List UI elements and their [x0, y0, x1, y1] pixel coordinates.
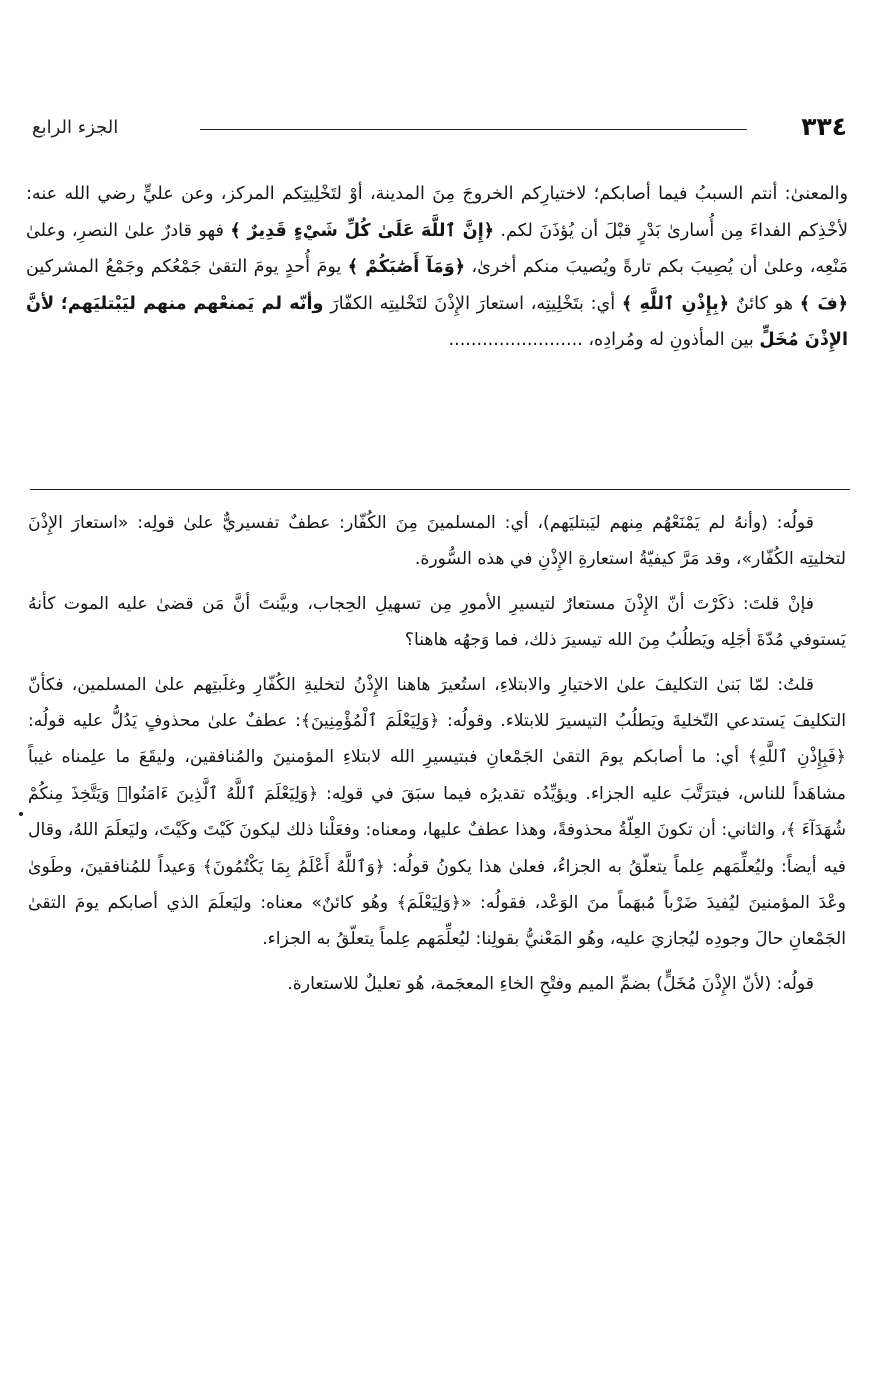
- main-text-segment: فهو قادرٌ علىٰ النصرِ، وعلىٰ مَنْعِه، وعلىٰ أن يُصِيبَ بكم تارةً: [26, 220, 849, 277]
- quran-quote: ﴿بِإِذْنِ ٱللَّهِ ﴾: [621, 293, 730, 314]
- main-text-bold-segment: منهم ليَبْتليَهم؛: [60, 293, 187, 314]
- quran-quote: عَلَىٰ كُلِّ شَيْءٍ قَدِيرٌ ﴾: [230, 220, 415, 241]
- margin-mark: [19, 812, 23, 816]
- part-title: الجزء الرابع: [32, 117, 119, 138]
- quran-quote: ﴿وَمَآ أَصَٰبَكُمْ ﴾: [347, 257, 466, 277]
- main-text: [26, 176, 848, 359]
- main-text-segment: يومَ أُحدٍ يومَ التقىٰ جَمْعُكم وجَمْعُ المشركين: [26, 257, 342, 277]
- commentary-paragraph: قولُه: (لأنّ الإِذْنَ مُخَلٍّ) بضمِّ الميم وفتْحِ الخاءِ المعجَمة، هُو تعليلٌ للاستعارة.: [287, 973, 814, 994]
- main-text-segment: أي: بتَخْلِيتِه، استعارَ الإِذْنَ لتَخْليتِه الكفّارَ: [330, 293, 616, 314]
- main-text-segment: والمعنىٰ: أنتم السببُ فيما أصابكم؛ لاختيارِكم الخروجَ مِنَ المدينة، أوْ لتَخْلِيتِكم المركز،: [220, 184, 848, 204]
- main-text-segment: ويُصيبَ منكم أخرىٰ،: [471, 257, 617, 277]
- main-text-bold-segment: لأنَّ الإِذْنَ مُخَلٍّ: [26, 293, 848, 350]
- quran-quote: ﴿فَ ﴾: [799, 293, 849, 314]
- header-rule: [200, 129, 747, 130]
- continuation-dots: ........................: [448, 330, 583, 350]
- commentary-paragraph: قولُه: (وأنهُ لم يَمْنَعْهُم مِنهم ليَبتليَهم)، أي: المسلمينَ مِنَ الكُفّار: عطفٌ تفسيريٌّ علىٰ قولِه: «استعارَ الإِذْنَ لتخليتِه الكُفّار»، وقد مَرَّ كيفيّةُ استعارةِ الإِذْنِ في هذه السُّورة.: [28, 513, 846, 570]
- page-number: ٣٣٤: [801, 112, 847, 141]
- commentary-paragraph: فإنْ قلتَ: ذكَرْتَ أنّ الإِذْنَ مستعارٌ لتيسيرِ الأمورِ مِن تسهيلِ الحِجاب، وبيَّنتَ أنَّ مَن قضىٰ عليه الموت كأنهُ يَستوفي مُدّةَ أجَلِه ويَطلُبُ مِنَ الله تيسيرَ ذلك، فما وَجهُه هاهنا؟: [28, 593, 846, 651]
- main-text-segment: وعن عليٍّ رضي الله عنه: لأخْذِكم الفداءَ مِن أُسارىٰ بَدْرٍ قبْلَ أن يُؤذَنَ لكم.: [26, 184, 848, 241]
- commentary-section: [28, 505, 846, 1010]
- quran-quote: ﴿إِنَّ ٱللَّهَ: [420, 220, 495, 241]
- main-paragraph: [26, 176, 848, 359]
- main-text-segment: هو كائنٌ: [735, 293, 793, 314]
- main-text-segment: بين المأذونِ له ومُرادِه،: [588, 330, 754, 350]
- page-header: [32, 110, 847, 150]
- commentary-paragraph: قلتُ: لمّا بَنىٰ التكليفَ علىٰ الاختيارِ والابتلاءِ، استُعيرَ هاهنا الإِذْنُ لتخليةِ الكُفّارِ وغلَبتِهم علىٰ المسلمين، فكأنّ التكليفَ يَستدعي التّخليةَ ويَطلُبُ التيسيرَ للابتلاء. وقولُه: ﴿وَلِيَعْلَمَ ٱلْمُؤْمِنِينَ﴾: عطفٌ علىٰ محذوفٍ يَدُلُّ عليه قولُه: ﴿فَبِإِذْنِ ٱللَّهِ﴾ أي: ما أصابكم يومَ التقىٰ الجَمْعانِ فبتيسيرِ الله لابتلاءِ المؤمنينَ والمُنافقين، وليقَعَ ما علِمناه غيباً مشاهَداً للناس، فيترَتَّبَ عليه الجزاء. ويؤيِّدُه تقديرُه فيما سبَقَ في قولِه: ﴿وَلِيَعْلَمَ ٱللَّهُ ٱلَّذِينَ ءَامَنُوا۟ وَيَتَّخِذَ مِنكُمْ شُهَدَآءَ ﴾، والثاني: أن تكونَ العِلّةُ محذوفةً، وهذا عطفٌ عليها، ومعناه: وفعَلْنا ذلك ليكونَ كَيْتَ وكَيْتَ، وليَعلَمَ اللهُ، وقال فيه أيضاً: وليُعلِّمَهم عِلماً يتعلّقُ به الجزاءُ، فعلىٰ هذا يكونُ قولُه: ﴿وَٱللَّهُ أَعْلَمُ بِمَا يَكْتُمُونَ﴾ وَعيداً للمُنافقينَ، وطَوىٰ وعْدَ المؤمنينَ ليُفيدَ ضَرْباً مُبهَماً منَ الوَعْد، فقولُه: «﴿وَلِيَعْلَمَ﴾ وهُو كائنٌ» معناه: وليَعلَمَ الذي أصابكم يومَ التقىٰ الجَمْعانِ حالَ وجودِه ليُجازيَ عليه، وهُو المَعْنيُّ بقولِنا: ليُعلِّمَهم عِلماً يتعلّقُ به الجزاء.: [28, 674, 846, 950]
- main-text-bold-segment: وأنّه لم يَمنعْهم: [193, 293, 324, 314]
- footnote-divider: [30, 489, 850, 490]
